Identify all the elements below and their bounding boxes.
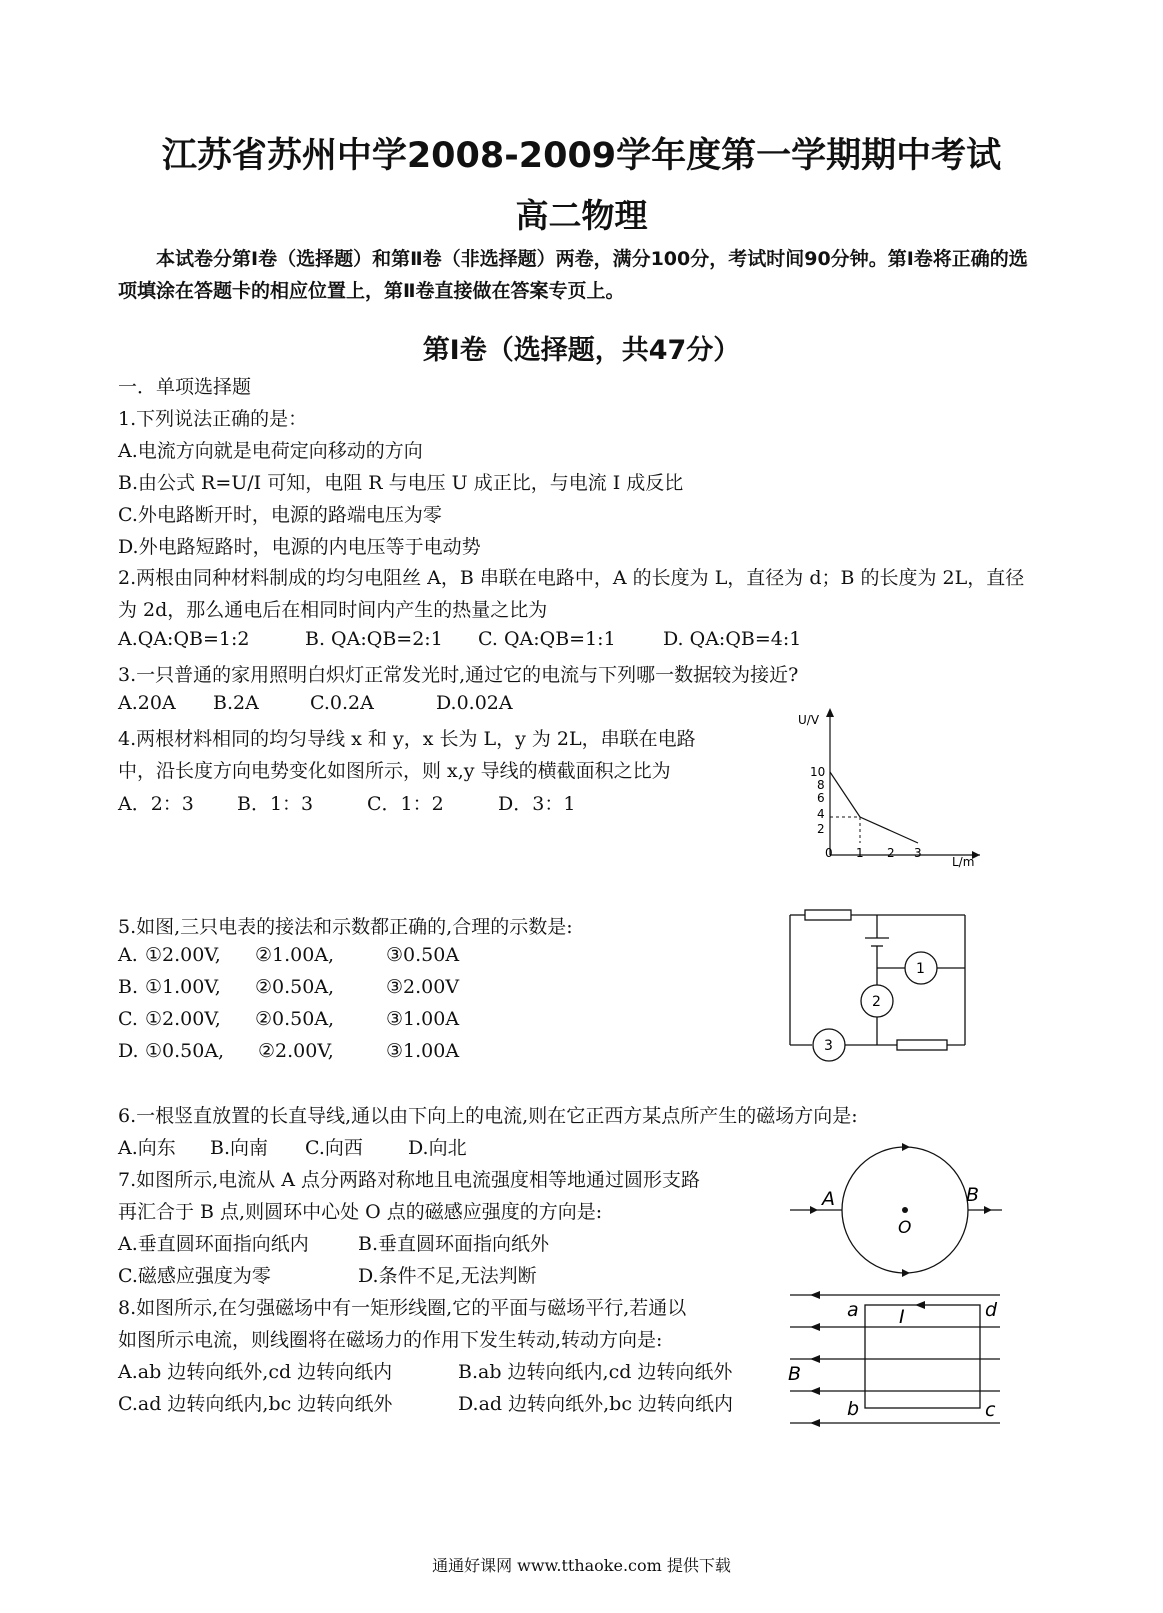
ring-label-o: O [898,1218,912,1238]
q5-option-a: A. ①2.00V, ②1.00A, ③0.50A [118,944,460,966]
q1-option-c: C.外电路断开时，电源的路端电压为零 [118,504,442,526]
q7-stem-line1: 7.如图所示,电流从 A 点分两路对称地且电流强度相等地通过圆形支路 [118,1169,700,1191]
page-footer: 通通好课网 www.tthaoke.com 提供下载 [432,1556,731,1575]
q2-stem: 2.两根由同种材料制成的均匀电阻丝 A，B 串联在电路中，A 的长度为 L，直径为 d；B 的长度为 2L，直径为 2d，那么通电后在相同时间内产生的热量之比为 [118,567,1025,621]
q8-option-b: B.ab 边转向纸内,cd 边转向纸外 [458,1361,733,1383]
q5-stem: 5.如图,三只电表的接法和示数都正确的,合理的示数是: [118,916,573,938]
q3-stem: 3.一只普通的家用照明白炽灯正常发光时,通过它的电流与下列哪一数据较为接近? [118,664,799,686]
q4-option-c: C．1：2 [367,793,444,815]
q8-option-a: A.ab 边转向纸外,cd 边转向纸内 [118,1361,393,1383]
exam-subtitle: 高二物理 [515,196,648,235]
q1-option-d: D.外电路短路时，电源的内电压等于电动势 [118,536,481,558]
q6-stem: 6.一根竖直放置的长直导线,通以由下向上的电流,则在它正西方某点所产生的磁场方向是: [118,1105,858,1127]
q3-option-b: B.2A [213,692,259,714]
graph-ytick-2: 2 [817,822,825,836]
q3-option-d: D.0.02A [436,692,513,714]
q8-stem-line2: 如图所示电流，则线圈将在磁场力的作用下发生转动,转动方向是: [118,1329,663,1351]
field-label-b: B [788,1363,802,1385]
coil-label-a: a [847,1299,859,1321]
potential-curve [830,772,918,843]
q7-option-a: A.垂直圆环面指向纸内 [118,1233,309,1255]
section-title: 第Ⅰ卷（选择题，共47分） [422,335,741,366]
q5-option-b: B. ①1.00V, ②0.50A, ③2.00V [118,976,460,998]
q4-option-d: D．3：1 [498,793,576,815]
q6-option-a: A.向东 [118,1137,176,1159]
q6-option-c: C.向西 [305,1137,363,1159]
meter-2-label: 2 [872,994,881,1010]
q3-option-a: A.20A [118,692,176,714]
q8-option-c: C.ad 边转向纸内,bc 边转向纸外 [118,1393,393,1415]
q7-option-d: D.条件不足,无法判断 [358,1265,537,1287]
q8-option-d: D.ad 边转向纸外,bc 边转向纸内 [458,1393,734,1415]
exam-intro: 本试卷分第Ⅰ卷（选择题）和第Ⅱ卷（非选择题）两卷，满分100分，考试时间90分钟。第Ⅰ卷将正确的选项填涂在答题卡的相应位置上，第Ⅱ卷直接做在答案专页上。 [118,248,1028,302]
part-heading: 一．单项选择题 [118,376,252,398]
q4-option-b: B．1：3 [237,793,314,815]
q5-option-c: C. ①2.00V, ②0.50A, ③1.00A [118,1008,460,1030]
graph-xtick-3: 3 [914,846,922,860]
q2-option-c: C. QA:QB=1:1 [478,628,616,650]
coil-label-c: c [985,1399,996,1421]
q4-stem-line2: 中，沿长度方向电势变化如图所示，则 x,y 导线的横截面积之比为 [118,760,671,782]
meter-3-label: 3 [824,1038,833,1054]
ring-diagram [780,1135,1005,1285]
q1-option-b: B.由公式 R=U/I 可知，电阻 R 与电压 U 成正比，与电流 I 成反比 [118,472,684,494]
q7-option-b: B.垂直圆环面指向纸外 [358,1233,550,1255]
q4-option-a: A．2：3 [118,793,194,815]
exam-title: 江苏省苏州中学2008-2009学年度第一学期期中考试 [161,136,1002,176]
q8-stem-line1: 8.如图所示,在匀强磁场中有一矩形线圈,它的平面与磁场平行,若通以 [118,1297,687,1319]
meter-1-label: 1 [916,961,925,977]
q2-option-d: D. QA:QB=4:1 [663,628,802,650]
q7-option-c: C.磁感应强度为零 [118,1265,271,1287]
coil-label-current: I [899,1306,905,1328]
q6-option-d: D.向北 [408,1137,467,1159]
q1-option-a: A.电流方向就是电荷定向移动的方向 [118,440,423,462]
q4-stem-line1: 4.两根材料相同的均匀导线 x 和 y，x 长为 L，y 为 2L，串联在电路 [118,728,696,750]
graph-ytick-8: 8 [817,778,825,792]
q7-stem-line2: 再汇合于 B 点,则圆环中心处 O 点的磁感应强度的方向是: [118,1201,603,1223]
graph-ytick-6: 6 [817,791,825,805]
potential-graph [790,700,990,875]
meter-circuit [785,905,980,1065]
q2-option-a: A.QA:QB=1:2 [118,628,250,650]
graph-ytick-10: 10 [810,765,826,779]
coil-label-d: d [985,1299,998,1321]
graph-xtick-1: 1 [856,846,864,860]
graph-xtick-0: 0 [825,846,833,860]
graph-ytick-4: 4 [817,807,825,821]
ring-label-b: B [966,1184,980,1206]
coil-diagram [785,1285,1010,1435]
q3-option-c: C.0.2A [310,692,374,714]
ring-label-a: A [822,1188,835,1210]
graph-xlabel: L/m [952,855,975,869]
q6-option-b: B.向南 [210,1137,269,1159]
q5-option-d: D. ①0.50A, ②2.00V, ③1.00A [118,1040,460,1062]
coil-label-b: b [847,1398,860,1420]
q1-stem: 1.下列说法正确的是： [118,408,308,430]
graph-ylabel: U/V [798,713,820,727]
graph-xtick-2: 2 [887,846,895,860]
q2-option-b: B. QA:QB=2:1 [305,628,443,650]
